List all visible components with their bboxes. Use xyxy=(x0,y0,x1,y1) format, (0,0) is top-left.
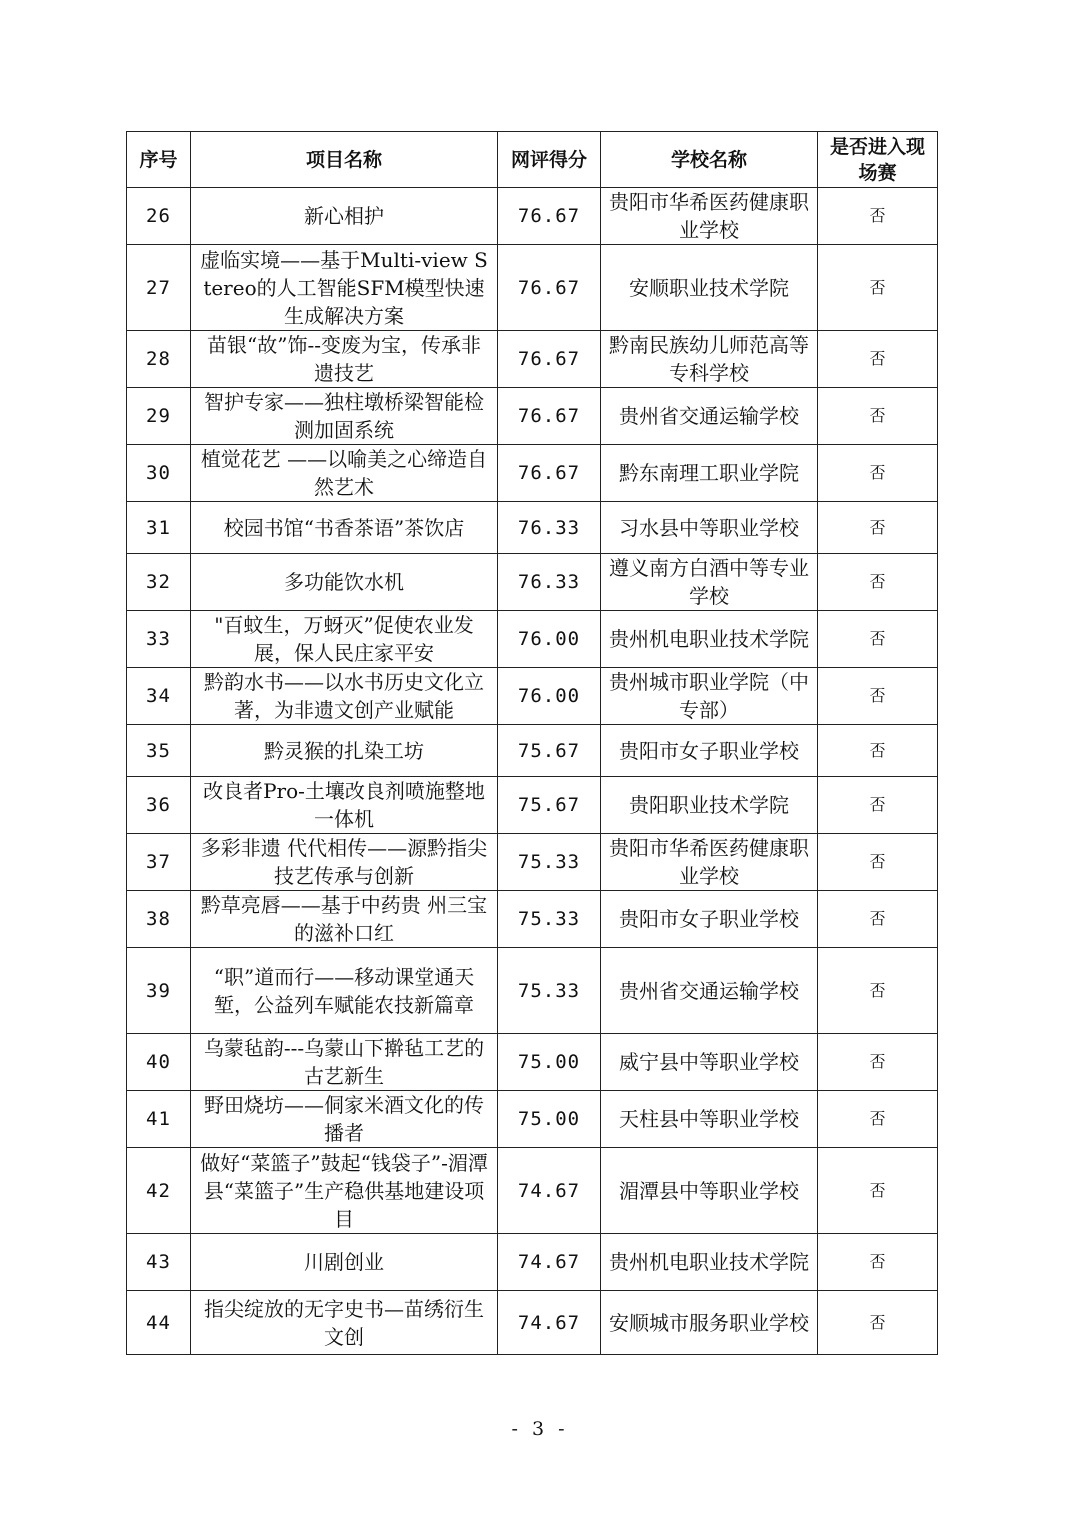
results-table xyxy=(126,131,938,1355)
score-cell: 75.33 xyxy=(498,891,601,948)
table-row xyxy=(127,725,938,777)
project-name-cell: 改良者Pro-土壤改良剂喷施整地一体机 xyxy=(191,777,498,834)
advance-flag-cell: 否 xyxy=(818,188,938,245)
table-row xyxy=(127,891,938,948)
table-row xyxy=(127,777,938,834)
project-name-cell: "百蚊生，万蚜灭”促使农业发展，保人民庄家平安 xyxy=(191,611,498,668)
row-number: 36 xyxy=(127,777,191,834)
header-online-score: 网评得分 xyxy=(498,132,601,188)
score-cell: 76.67 xyxy=(498,388,601,445)
row-number: 31 xyxy=(127,502,191,554)
advance-flag-cell: 否 xyxy=(818,1148,938,1234)
score-cell: 76.33 xyxy=(498,554,601,611)
advance-flag-cell: 否 xyxy=(818,1291,938,1355)
table-row xyxy=(127,668,938,725)
school-name-cell: 黔东南理工职业学院 xyxy=(601,445,818,502)
table-row xyxy=(127,1091,938,1148)
table-row xyxy=(127,834,938,891)
school-name-cell: 习水县中等职业学校 xyxy=(601,502,818,554)
score-cell: 74.67 xyxy=(498,1291,601,1355)
score-cell: 76.00 xyxy=(498,611,601,668)
school-name-cell: 贵阳市女子职业学校 xyxy=(601,891,818,948)
row-number: 39 xyxy=(127,948,191,1034)
project-name-cell: 校园书馆“书香茶语”茶饮店 xyxy=(191,502,498,554)
row-number: 38 xyxy=(127,891,191,948)
score-cell: 75.33 xyxy=(498,834,601,891)
table-row xyxy=(127,1148,938,1234)
project-name-cell: 野田烧坊——侗家米酒文化的传播者 xyxy=(191,1091,498,1148)
project-name-cell: 黔灵猴的扎染工坊 xyxy=(191,725,498,777)
score-cell: 75.00 xyxy=(498,1034,601,1091)
row-number: 28 xyxy=(127,331,191,388)
row-number: 29 xyxy=(127,388,191,445)
row-number: 37 xyxy=(127,834,191,891)
advance-flag-cell: 否 xyxy=(818,1091,938,1148)
score-cell: 76.67 xyxy=(498,188,601,245)
score-cell: 74.67 xyxy=(498,1234,601,1291)
project-name-cell: 植觉花艺 ——以喻美之心缔造自然艺术 xyxy=(191,445,498,502)
table-row xyxy=(127,502,938,554)
table-row xyxy=(127,1291,938,1355)
school-name-cell: 贵阳市华希医药健康职业学校 xyxy=(601,834,818,891)
row-number: 26 xyxy=(127,188,191,245)
table-row xyxy=(127,388,938,445)
project-name-cell: 乌蒙毡韵---乌蒙山下擀毡工艺的古艺新生 xyxy=(191,1034,498,1091)
project-name-cell: 苗银“故”饰--变废为宝，传承非遗技艺 xyxy=(191,331,498,388)
school-name-cell: 贵州省交通运输学校 xyxy=(601,948,818,1034)
score-cell: 75.33 xyxy=(498,948,601,1034)
score-cell: 74.67 xyxy=(498,1148,601,1234)
school-name-cell: 贵阳市华希医药健康职业学校 xyxy=(601,188,818,245)
project-name-cell: 虚临实境——基于Multi-view Stereo的人工智能SFM模型快速生成解决方案 xyxy=(191,245,498,331)
project-name-cell: 黔草亮唇——基于中药贵 州三宝的滋补口红 xyxy=(191,891,498,948)
advance-flag-cell: 否 xyxy=(818,1034,938,1091)
table-row xyxy=(127,445,938,502)
advance-flag-cell: 否 xyxy=(818,725,938,777)
advance-flag-cell: 否 xyxy=(818,1234,938,1291)
score-cell: 75.67 xyxy=(498,725,601,777)
school-name-cell: 遵义南方白酒中等专业学校 xyxy=(601,554,818,611)
row-number: 41 xyxy=(127,1091,191,1148)
project-name-cell: 智护专家——独柱墩桥梁智能检测加固系统 xyxy=(191,388,498,445)
table-row xyxy=(127,1034,938,1091)
row-number: 27 xyxy=(127,245,191,331)
header-project-name: 项目名称 xyxy=(191,132,498,188)
school-name-cell: 湄潭县中等职业学校 xyxy=(601,1148,818,1234)
score-cell: 76.33 xyxy=(498,502,601,554)
score-cell: 76.67 xyxy=(498,245,601,331)
advance-flag-cell: 否 xyxy=(818,668,938,725)
row-number: 30 xyxy=(127,445,191,502)
advance-flag-cell: 否 xyxy=(818,948,938,1034)
advance-flag-cell: 否 xyxy=(818,554,938,611)
advance-flag-cell: 否 xyxy=(818,777,938,834)
school-name-cell: 贵阳职业技术学院 xyxy=(601,777,818,834)
school-name-cell: 黔南民族幼儿师范高等专科学校 xyxy=(601,331,818,388)
row-number: 42 xyxy=(127,1148,191,1234)
table-body xyxy=(127,188,938,1355)
table-row xyxy=(127,948,938,1034)
table-header-row xyxy=(127,132,938,188)
row-number: 44 xyxy=(127,1291,191,1355)
advance-flag-cell: 否 xyxy=(818,445,938,502)
score-cell: 75.00 xyxy=(498,1091,601,1148)
advance-flag-cell: 否 xyxy=(818,502,938,554)
school-name-cell: 安顺城市服务职业学校 xyxy=(601,1291,818,1355)
advance-flag-cell: 否 xyxy=(818,245,938,331)
project-name-cell: “职”道而行——移动课堂通天堑，公益列车赋能农技新篇章 xyxy=(191,948,498,1034)
row-number: 43 xyxy=(127,1234,191,1291)
project-name-cell: 多彩非遗 代代相传——源黔指尖技艺传承与创新 xyxy=(191,834,498,891)
project-name-cell: 做好“菜篮子”鼓起“钱袋子”-湄潭县“菜篮子”生产稳供基地建设项目 xyxy=(191,1148,498,1234)
project-name-cell: 川剧创业 xyxy=(191,1234,498,1291)
header-school-name: 学校名称 xyxy=(601,132,818,188)
advance-flag-cell: 否 xyxy=(818,388,938,445)
table-row xyxy=(127,1234,938,1291)
row-number: 40 xyxy=(127,1034,191,1091)
project-name-cell: 指尖绽放的无字史书—苗绣衍生文创 xyxy=(191,1291,498,1355)
header-number: 序号 xyxy=(127,132,191,188)
page-number: - 3 - xyxy=(511,1418,569,1440)
table-row xyxy=(127,611,938,668)
school-name-cell: 贵州机电职业技术学院 xyxy=(601,1234,818,1291)
score-cell: 76.00 xyxy=(498,668,601,725)
school-name-cell: 贵阳市女子职业学校 xyxy=(601,725,818,777)
table-row xyxy=(127,331,938,388)
row-number: 35 xyxy=(127,725,191,777)
school-name-cell: 威宁县中等职业学校 xyxy=(601,1034,818,1091)
school-name-cell: 贵州城市职业学院（中专部） xyxy=(601,668,818,725)
table-row xyxy=(127,554,938,611)
school-name-cell: 天柱县中等职业学校 xyxy=(601,1091,818,1148)
advance-flag-cell: 否 xyxy=(818,891,938,948)
row-number: 34 xyxy=(127,668,191,725)
advance-flag-cell: 否 xyxy=(818,834,938,891)
advance-flag-cell: 否 xyxy=(818,331,938,388)
project-name-cell: 黔韵水书——以水书历史文化立著，为非遗文创产业赋能 xyxy=(191,668,498,725)
row-number: 32 xyxy=(127,554,191,611)
row-number: 33 xyxy=(127,611,191,668)
school-name-cell: 贵州省交通运输学校 xyxy=(601,388,818,445)
project-name-cell: 新心相护 xyxy=(191,188,498,245)
project-name-cell: 多功能饮水机 xyxy=(191,554,498,611)
advance-flag-cell: 否 xyxy=(818,611,938,668)
table-row xyxy=(127,245,938,331)
school-name-cell: 贵州机电职业技术学院 xyxy=(601,611,818,668)
score-cell: 76.67 xyxy=(498,445,601,502)
school-name-cell: 安顺职业技术学院 xyxy=(601,245,818,331)
table-row xyxy=(127,188,938,245)
score-cell: 76.67 xyxy=(498,331,601,388)
header-advance-to-final: 是否进入现场赛 xyxy=(818,132,938,188)
score-cell: 75.67 xyxy=(498,777,601,834)
